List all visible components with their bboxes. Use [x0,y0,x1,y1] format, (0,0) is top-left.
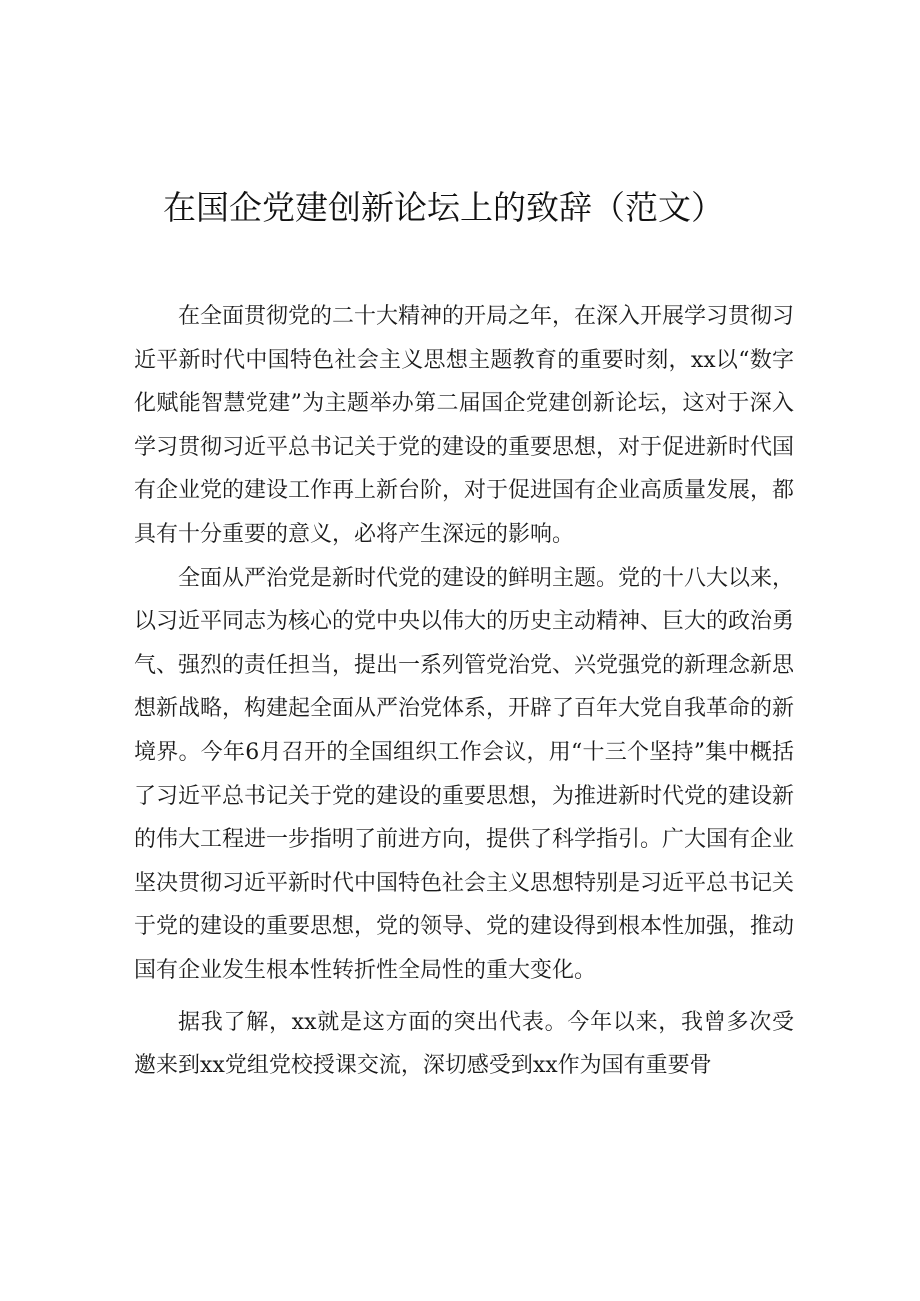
paragraph-3: 据我了解，xx就是这方面的突出代表。今年以来，我曾多次受邀来到xx党组党校授课交流，深切感受到xx作为国有重要骨 [134,1009,794,1079]
paragraph-2: 全面从严治党是新时代党的建设的鲜明主题。党的十八大以来，以习近平同志为核心的党中央以伟大的历史主动精神、巨大的政治勇气、强烈的责任担当，提出一系列管党治党、兴党强党的新理念新思想新战略，构建起全面从严治党体系，开辟了百年大党自我革命的新境界。今年6月召开的全国组织工作会议，用“十三个坚持”集中概括了习近平总书记关于党的建设的重要思想，为推进新时代党的建设新的伟大工程进一步指明了前进方向，提供了科学指引。广大国有企业坚决贯彻习近平新时代中国特色社会主义思想特别是习近平总书记关于党的建设的重要思想，党的领导、党的建设得到根本性加强，推动国有企业发生根本性转折性全局性的重大变化。 [134,565,795,983]
paragraph-1: 在全面贯彻党的二十大精神的开局之年，在深入开展学习贯彻习近平新时代中国特色社会主义思想主题教育的重要时刻，xx以“数字化赋能智慧党建”为主题举办第二届国企党建创新论坛，这对于深入学习贯彻习近平总书记关于党的建设的重要思想，对于促进新时代国有企业党的建设工作再上新台阶，对于促进国有企业高质量发展，都具有十分重要的意义，必将产生深远的影响。 [134,304,795,547]
document-title: 在国企党建创新论坛上的致辞（范文） [163,188,724,227]
document-body [134,295,794,1088]
